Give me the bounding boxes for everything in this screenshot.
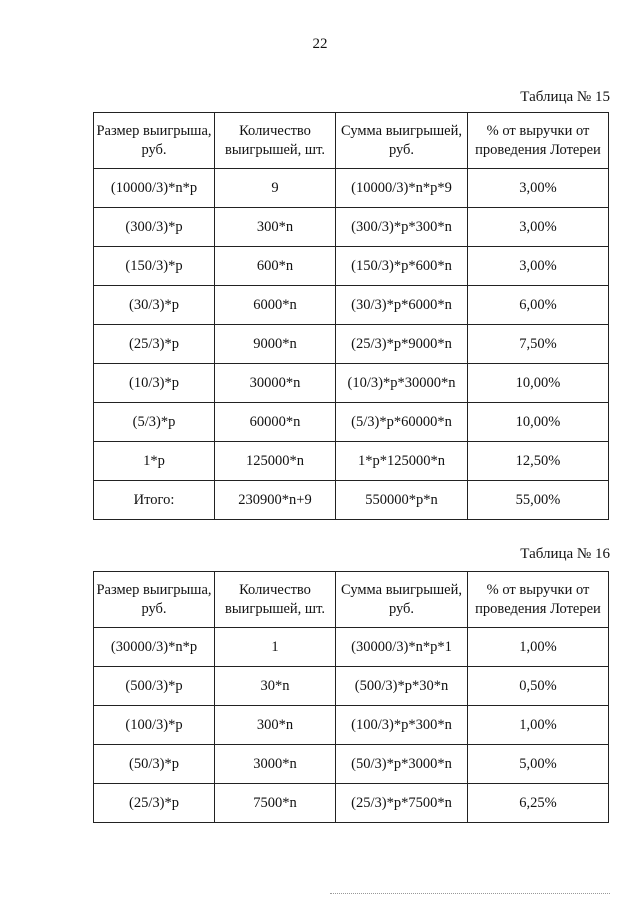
- table-row: [94, 208, 609, 247]
- table-15-header: [94, 113, 609, 169]
- prize-count-cell: 6000*n: [215, 286, 336, 325]
- table-15: [93, 112, 609, 520]
- header-prize-count: Количество выигрышей, шт.: [215, 572, 336, 628]
- header-prize-sum: Сумма выигрышей, руб.: [336, 572, 468, 628]
- revenue-percent-cell: 3,00%: [468, 208, 609, 247]
- header-revenue-percent: % от выручки от проведения Лотереи: [468, 113, 609, 169]
- table-16-header: [94, 572, 609, 628]
- prize-sum-cell: (5/3)*p*60000*n: [336, 403, 468, 442]
- revenue-percent-cell: 10,00%: [468, 364, 609, 403]
- prize-count-cell: 3000*n: [215, 745, 336, 784]
- header-prize-size: Размер выигрыша, руб.: [94, 572, 215, 628]
- prize-sum-cell: (100/3)*p*300*n: [336, 706, 468, 745]
- prize-size-cell: (10000/3)*n*p: [94, 169, 215, 208]
- page-number: 22: [312, 36, 328, 52]
- revenue-percent-cell: 1,00%: [468, 628, 609, 667]
- prize-sum-cell: (25/3)*p*7500*n: [336, 784, 468, 823]
- prize-sum-cell: (150/3)*p*600*n: [336, 247, 468, 286]
- prize-size-cell: (150/3)*p: [94, 247, 215, 286]
- prize-sum-cell: (30/3)*p*6000*n: [336, 286, 468, 325]
- table-row: [94, 403, 609, 442]
- prize-count-cell: 7500*n: [215, 784, 336, 823]
- prize-sum-cell: 1*p*125000*n: [336, 442, 468, 481]
- prize-size-cell: (5/3)*p: [94, 403, 215, 442]
- table-row: [94, 481, 609, 520]
- scan-artifact-line: [330, 893, 610, 894]
- prize-count-cell: 300*n: [215, 208, 336, 247]
- prize-sum-cell: (30000/3)*n*p*1: [336, 628, 468, 667]
- revenue-percent-cell: 5,00%: [468, 745, 609, 784]
- prize-sum-cell: (10/3)*p*30000*n: [336, 364, 468, 403]
- table-15-caption: Таблица № 15: [520, 89, 610, 105]
- prize-size-cell: (50/3)*p: [94, 745, 215, 784]
- table-16: [93, 571, 609, 823]
- prize-count-cell: 125000*n: [215, 442, 336, 481]
- prize-count-cell: 230900*n+9: [215, 481, 336, 520]
- table-row: [94, 169, 609, 208]
- prize-size-cell: (10/3)*p: [94, 364, 215, 403]
- table-row: [94, 325, 609, 364]
- table-15-body: [94, 169, 609, 520]
- table-16-body: [94, 628, 609, 823]
- revenue-percent-cell: 3,00%: [468, 247, 609, 286]
- revenue-percent-cell: 7,50%: [468, 325, 609, 364]
- revenue-percent-cell: 0,50%: [468, 667, 609, 706]
- prize-count-cell: 30*n: [215, 667, 336, 706]
- table-row: [94, 784, 609, 823]
- prize-count-cell: 9000*n: [215, 325, 336, 364]
- prize-sum-cell: (25/3)*p*9000*n: [336, 325, 468, 364]
- prize-size-cell: (25/3)*p: [94, 784, 215, 823]
- table-row: [94, 628, 609, 667]
- prize-size-cell: (100/3)*p: [94, 706, 215, 745]
- prize-size-cell: (30000/3)*n*p: [94, 628, 215, 667]
- revenue-percent-cell: 12,50%: [468, 442, 609, 481]
- prize-count-cell: 9: [215, 169, 336, 208]
- prize-count-cell: 30000*n: [215, 364, 336, 403]
- revenue-percent-cell: 6,00%: [468, 286, 609, 325]
- header-prize-sum: Сумма выигрышей, руб.: [336, 113, 468, 169]
- table-16-caption: Таблица № 16: [520, 546, 610, 562]
- prize-count-cell: 1: [215, 628, 336, 667]
- table-row: [94, 286, 609, 325]
- prize-sum-cell: (500/3)*p*30*n: [336, 667, 468, 706]
- prize-size-cell: (30/3)*p: [94, 286, 215, 325]
- prize-size-cell: (300/3)*p: [94, 208, 215, 247]
- revenue-percent-cell: 55,00%: [468, 481, 609, 520]
- prize-count-cell: 600*n: [215, 247, 336, 286]
- header-prize-count: Количество выигрышей, шт.: [215, 113, 336, 169]
- table-row: [94, 247, 609, 286]
- header-prize-size: Размер выигрыша, руб.: [94, 113, 215, 169]
- prize-sum-cell: 550000*p*n: [336, 481, 468, 520]
- table-row: [94, 364, 609, 403]
- prize-size-cell: (25/3)*p: [94, 325, 215, 364]
- table-row: [94, 745, 609, 784]
- revenue-percent-cell: 1,00%: [468, 706, 609, 745]
- header-revenue-percent: % от выручки от проведения Лотереи: [468, 572, 609, 628]
- table-row: [94, 667, 609, 706]
- prize-size-cell: 1*p: [94, 442, 215, 481]
- prize-sum-cell: (10000/3)*n*p*9: [336, 169, 468, 208]
- prize-size-cell: Итого:: [94, 481, 215, 520]
- prize-count-cell: 60000*n: [215, 403, 336, 442]
- prize-sum-cell: (300/3)*p*300*n: [336, 208, 468, 247]
- revenue-percent-cell: 10,00%: [468, 403, 609, 442]
- prize-count-cell: 300*n: [215, 706, 336, 745]
- table-row: [94, 706, 609, 745]
- revenue-percent-cell: 3,00%: [468, 169, 609, 208]
- prize-sum-cell: (50/3)*p*3000*n: [336, 745, 468, 784]
- table-row: [94, 442, 609, 481]
- prize-size-cell: (500/3)*p: [94, 667, 215, 706]
- revenue-percent-cell: 6,25%: [468, 784, 609, 823]
